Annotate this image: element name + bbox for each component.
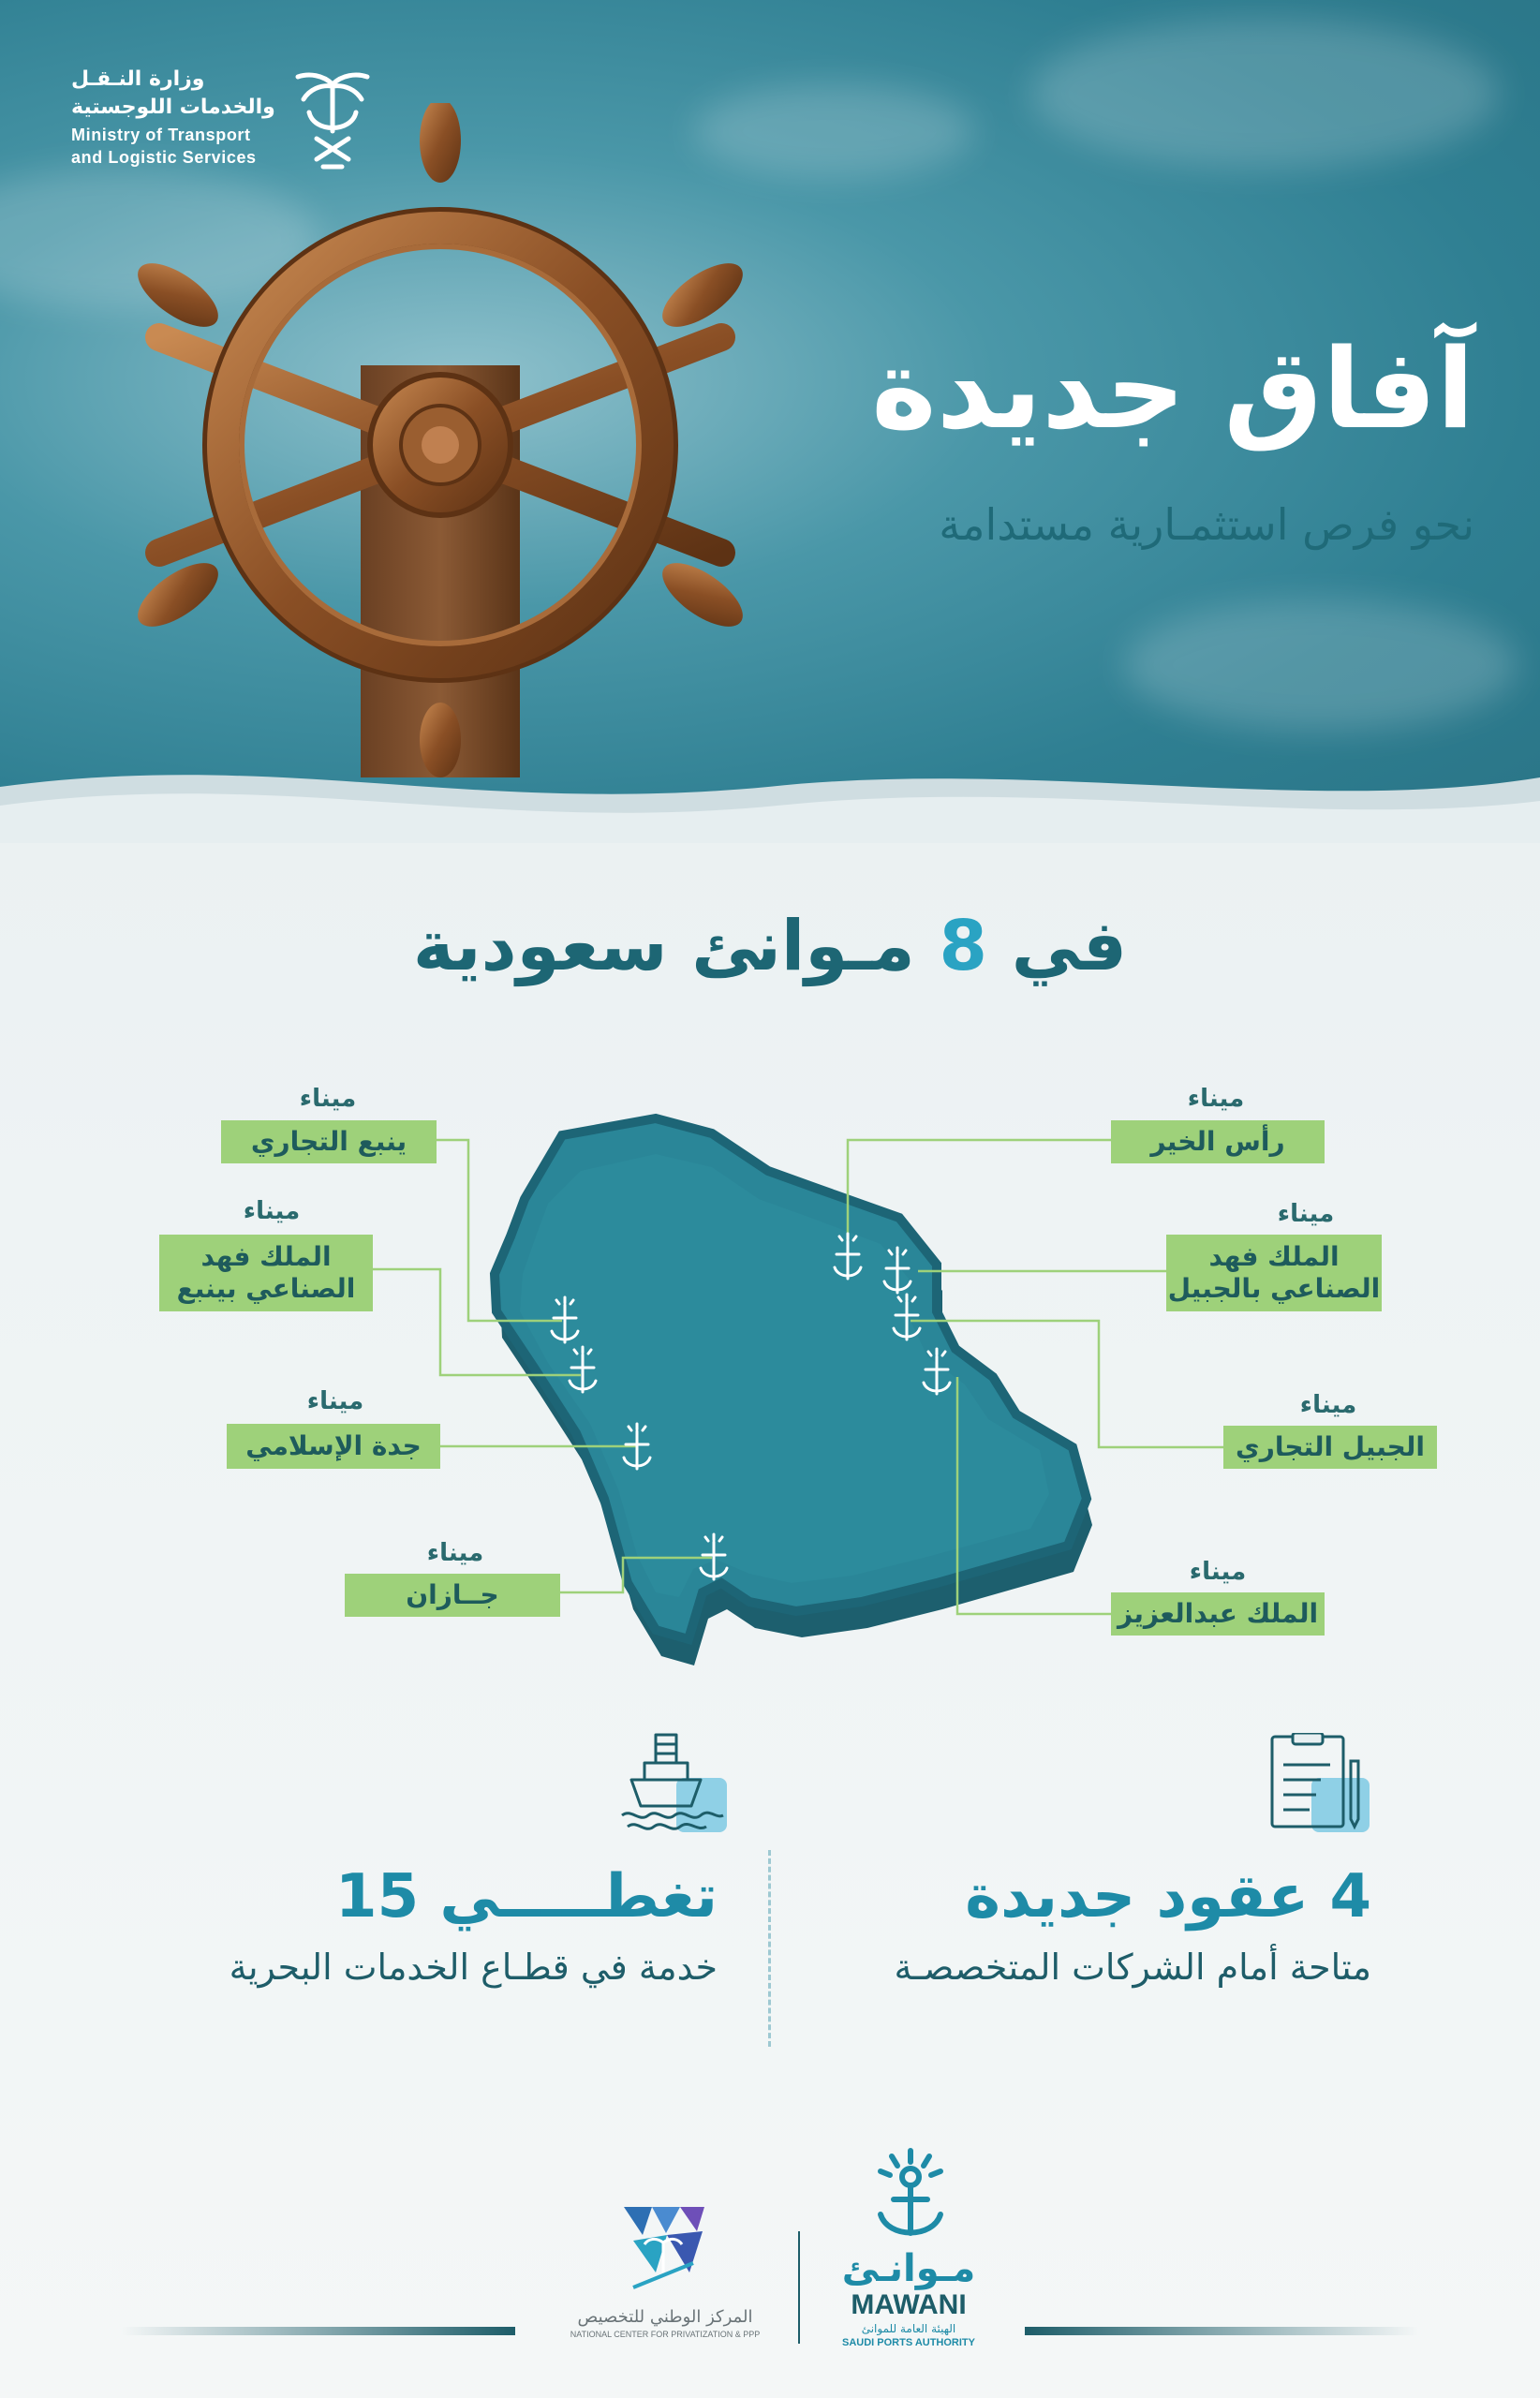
privatization-name-english: NATIONAL CENTER FOR PRIVATIZATION & PPP [570, 2330, 761, 2339]
hero-subtitle: نحو فرص استثمـارية مستدامة [939, 499, 1474, 550]
mawani-sub-arabic: الهيئة العامة للموانئ [861, 2322, 956, 2335]
port-jazan: جــازان [345, 1574, 560, 1617]
port-label: ميناء [243, 1197, 301, 1225]
ports-count: 8 [939, 906, 987, 986]
stat-contracts-headline: 4 عقود جديدة [965, 1862, 1371, 1932]
title-suffix: مـوانئ سعودية [412, 906, 915, 986]
mawani-name-english: MAWANI [851, 2289, 967, 2320]
ministry-name-en-line1: Ministry of Transport [71, 126, 251, 144]
port-name-line2: الصناعي بينبع [176, 1273, 356, 1304]
privatization-name-arabic: المركز الوطني للتخصيص [577, 2307, 753, 2327]
port-label: ميناء [1277, 1200, 1335, 1228]
port-king-fahd-yanbu [159, 1235, 373, 1311]
hero-title: آفاق جديدة [871, 324, 1474, 453]
ministry-name-ar-line1: وزارة النـقـل [71, 67, 205, 91]
footer-line-left [122, 2327, 515, 2335]
ministry-name-ar-line2: والخدمات اللوجستية [71, 96, 275, 119]
mawani-sub-english: SAUDI PORTS AUTHORITY [842, 2337, 975, 2348]
port-jubail-commercial: الجبيل التجاري [1223, 1426, 1437, 1469]
port-label: ميناء [1299, 1391, 1357, 1419]
port-name-line1: الملك فهد [1208, 1241, 1340, 1272]
port-king-abdulaziz: الملك عبدالعزيز [1111, 1592, 1325, 1636]
privatization-center-logo-icon [615, 2198, 712, 2302]
port-name-line1: الملك فهد [200, 1241, 332, 1272]
port-king-fahd-jubail [1166, 1235, 1382, 1311]
footer-line-right [1025, 2327, 1418, 2335]
port-label: ميناء [426, 1539, 484, 1567]
footer-divider [798, 2231, 800, 2344]
port-yanbu-commercial: ينبع التجاري [221, 1120, 437, 1163]
port-ras-al-khair: رأس الخير [1111, 1120, 1325, 1163]
stat-contracts-description: متاحة أمام الشركات المتخصصـة [894, 1947, 1371, 1988]
port-label: ميناء [1189, 1558, 1247, 1586]
mawani-name-arabic: مـوانـئ [841, 2247, 976, 2290]
mawani-anchor-logo-icon [871, 2147, 950, 2241]
ministry-name-en-line2: and Logistic Services [71, 148, 257, 167]
stat-services-description: خدمة في قطـاع الخدمات البحرية [229, 1947, 718, 1988]
title-prefix: في [1011, 906, 1128, 986]
port-label: ميناء [1187, 1085, 1245, 1113]
port-name-line2: الصناعي بالجبيل [1167, 1273, 1381, 1304]
stats-divider [768, 1850, 771, 2047]
clipboard-pen-icon [1265, 1733, 1377, 1836]
port-jeddah-islamic: جدة الإسلامي [227, 1424, 440, 1469]
port-label: ميناء [306, 1387, 364, 1415]
stat-services-headline: تغطـــــي 15 [335, 1862, 718, 1932]
cargo-ship-icon [618, 1733, 729, 1836]
port-label: ميناء [299, 1085, 357, 1113]
